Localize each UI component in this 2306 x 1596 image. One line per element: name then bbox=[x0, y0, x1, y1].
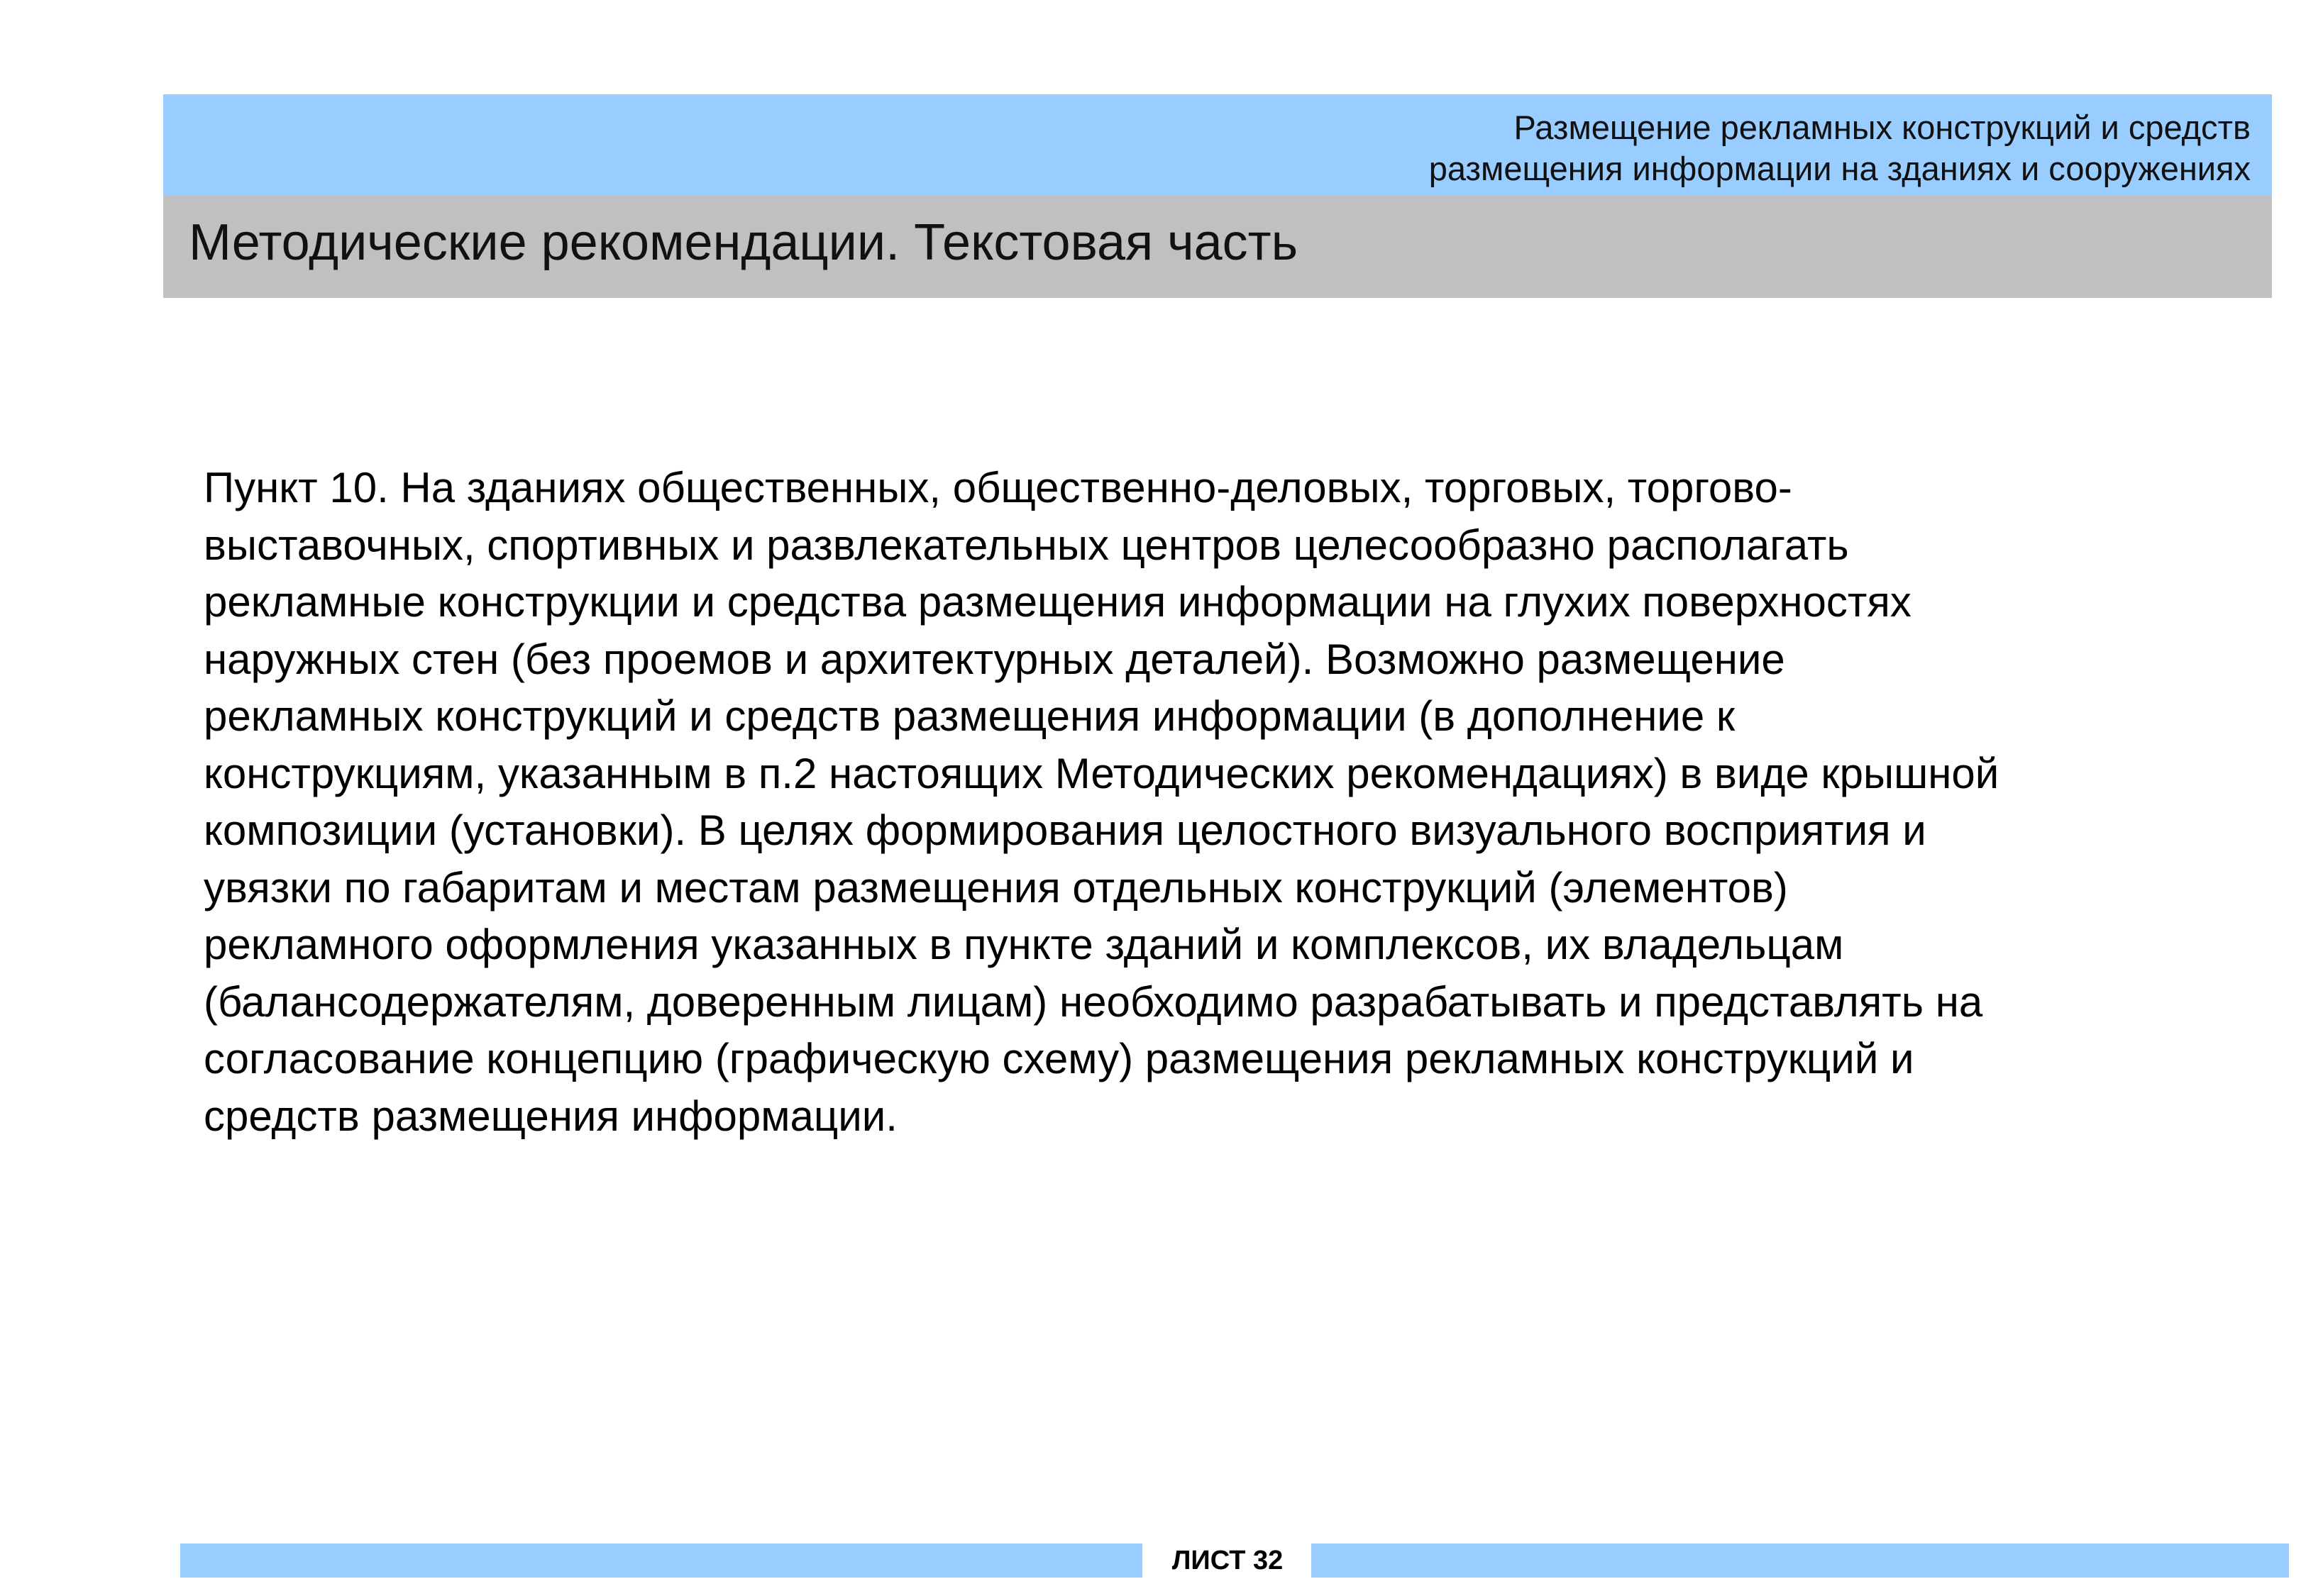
body-line: выставочных, спортивных и развлекательных центров целесообразно располагать bbox=[204, 521, 1849, 569]
body-line: рекламные конструкции и средства размещения информации на глухих поверхностях bbox=[204, 578, 1911, 626]
header-band bbox=[163, 94, 2272, 195]
body-paragraph bbox=[204, 460, 2247, 1145]
body-line: рекламных конструкций и средств размещения информации (в дополнение к bbox=[204, 692, 1736, 740]
sheet-number-label: ЛИСТ 32 bbox=[1171, 1546, 1284, 1575]
footer-bar-left bbox=[180, 1544, 1142, 1578]
body-line: наружных стен (без проемов и архитектурных деталей). Возможно размещение bbox=[204, 635, 1785, 683]
body-line: рекламного оформления указанных в пункте зданий и комплексов, их владельцам bbox=[204, 921, 1844, 968]
body-line: конструкциям, указанным в п.2 настоящих Методических рекомендациях) в виде крышной bbox=[204, 749, 1999, 797]
title-band bbox=[163, 195, 2272, 298]
subtitle-line: Размещение рекламных конструкций и средств bbox=[1513, 109, 2251, 146]
body-line: средств размещения информации. bbox=[204, 1092, 898, 1140]
subtitle-line: размещения информации на зданиях и сооружениях bbox=[1428, 150, 2251, 187]
body-line: композиции (установки). В целях формирования целостного визуального восприятия и bbox=[204, 807, 1926, 854]
footer-bar-right bbox=[1311, 1544, 2289, 1578]
body-line: (балансодержателям, доверенным лицам) необходимо разрабатывать и представлять на bbox=[204, 977, 1983, 1026]
page-title: Методические рекомендации. Текстовая часть bbox=[189, 214, 1298, 271]
body-line: увязки по габаритам и местам размещения отдельных конструкций (элементов) bbox=[204, 863, 1788, 911]
body-line: согласование концепцию (графическую схему) размещения рекламных конструкций и bbox=[204, 1035, 1914, 1082]
body-line: Пункт 10. На зданиях общественных, общественно-деловых, торговых, торгово- bbox=[204, 464, 1792, 511]
document-subtitle bbox=[1429, 107, 2251, 189]
